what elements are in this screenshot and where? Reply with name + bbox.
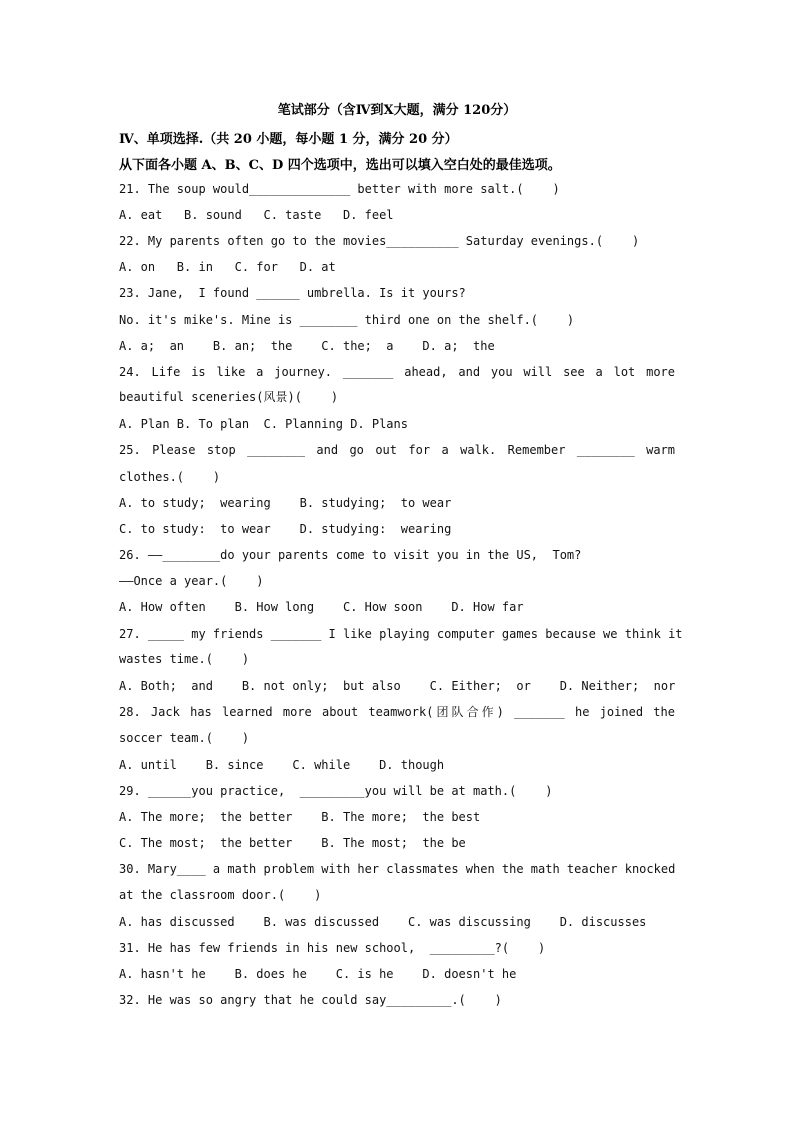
question-line: 32. He was so angry that he could say_________.( ) [119, 993, 502, 1007]
question-line: 24. Life is like a journey. _______ ahead, and you will see a lot more [119, 365, 675, 379]
question-line: 30. Mary____ a math problem with her classmates when the math teacher knocked [119, 862, 676, 876]
option-line: C. to study: to wear D. studying: wearing [119, 522, 452, 536]
question-line: ——Once a year.( ) [119, 574, 264, 588]
question-line: 25. Please stop ________ and go out for a walk. Remember ________ warm [119, 443, 675, 457]
option-line: A. a; an B. an; the C. the; a D. a; the [119, 339, 495, 353]
question-line: 23. Jane, I found ______ umbrella. Is it yours? [119, 286, 466, 300]
question-line: 28. Jack has learned more about teamwork(团队合作) _______ he joined the [119, 705, 675, 719]
question-line: 29. ______you practice, _________you will be at math.( ) [119, 784, 553, 798]
question-line: soccer team.( ) [119, 731, 250, 745]
instructions: 从下面各小题 A、B、C、D 四个选项中，选出可以填入空白处的最佳选项。 [119, 158, 561, 173]
option-line: A. has discussed B. was discussed C. was discussing D. discusses [119, 915, 647, 929]
question-line: 31. He has few friends in his new school, _________?( ) [119, 941, 546, 955]
page-title: 笔试部分（含Ⅳ到Ⅹ大题，满分 120分） [277, 103, 517, 118]
question-line: No. it's mike's. Mine is ________ third one on the shelf.( ) [119, 313, 575, 327]
question-line: at the classroom door.( ) [119, 888, 322, 902]
section-heading: Ⅳ、单项选择.（共 20 小题，每小题 1 分，满分 20 分） [119, 132, 458, 147]
option-line: A. hasn't he B. does he C. is he D. doesn't he [119, 967, 517, 981]
option-line: A. The more; the better B. The more; the best [119, 810, 481, 824]
question-line: 27. _____ my friends _______ I like playing computer games because we think it [119, 627, 683, 641]
option-line: A. Both; and B. not only; but also C. Either; or D. Neither; nor [119, 679, 676, 693]
option-line: A. until B. since C. while D. though [119, 758, 445, 772]
question-line: 21. The soup would______________ better with more salt.( ) [119, 182, 560, 196]
question-line: 22. My parents often go to the movies__________ Saturday evenings.( ) [119, 234, 640, 248]
option-line: A. on B. in C. for D. at [119, 260, 336, 274]
option-line: A. to study; wearing B. studying; to wear [119, 496, 452, 510]
option-line: C. The most; the better B. The most; the be [119, 836, 466, 850]
question-line: 26. ——________do your parents come to visit you in the US, Tom? [119, 548, 582, 562]
question-line: clothes.( ) [119, 470, 221, 484]
question-line: beautiful sceneries(风景)( ) [119, 390, 339, 404]
option-line: A. Plan B. To plan C. Planning D. Plans [119, 417, 408, 431]
option-line: A. eat B. sound C. taste D. feel [119, 208, 394, 222]
question-line: wastes time.( ) [119, 652, 250, 666]
option-line: A. How often B. How long C. How soon D. How far [119, 600, 524, 614]
